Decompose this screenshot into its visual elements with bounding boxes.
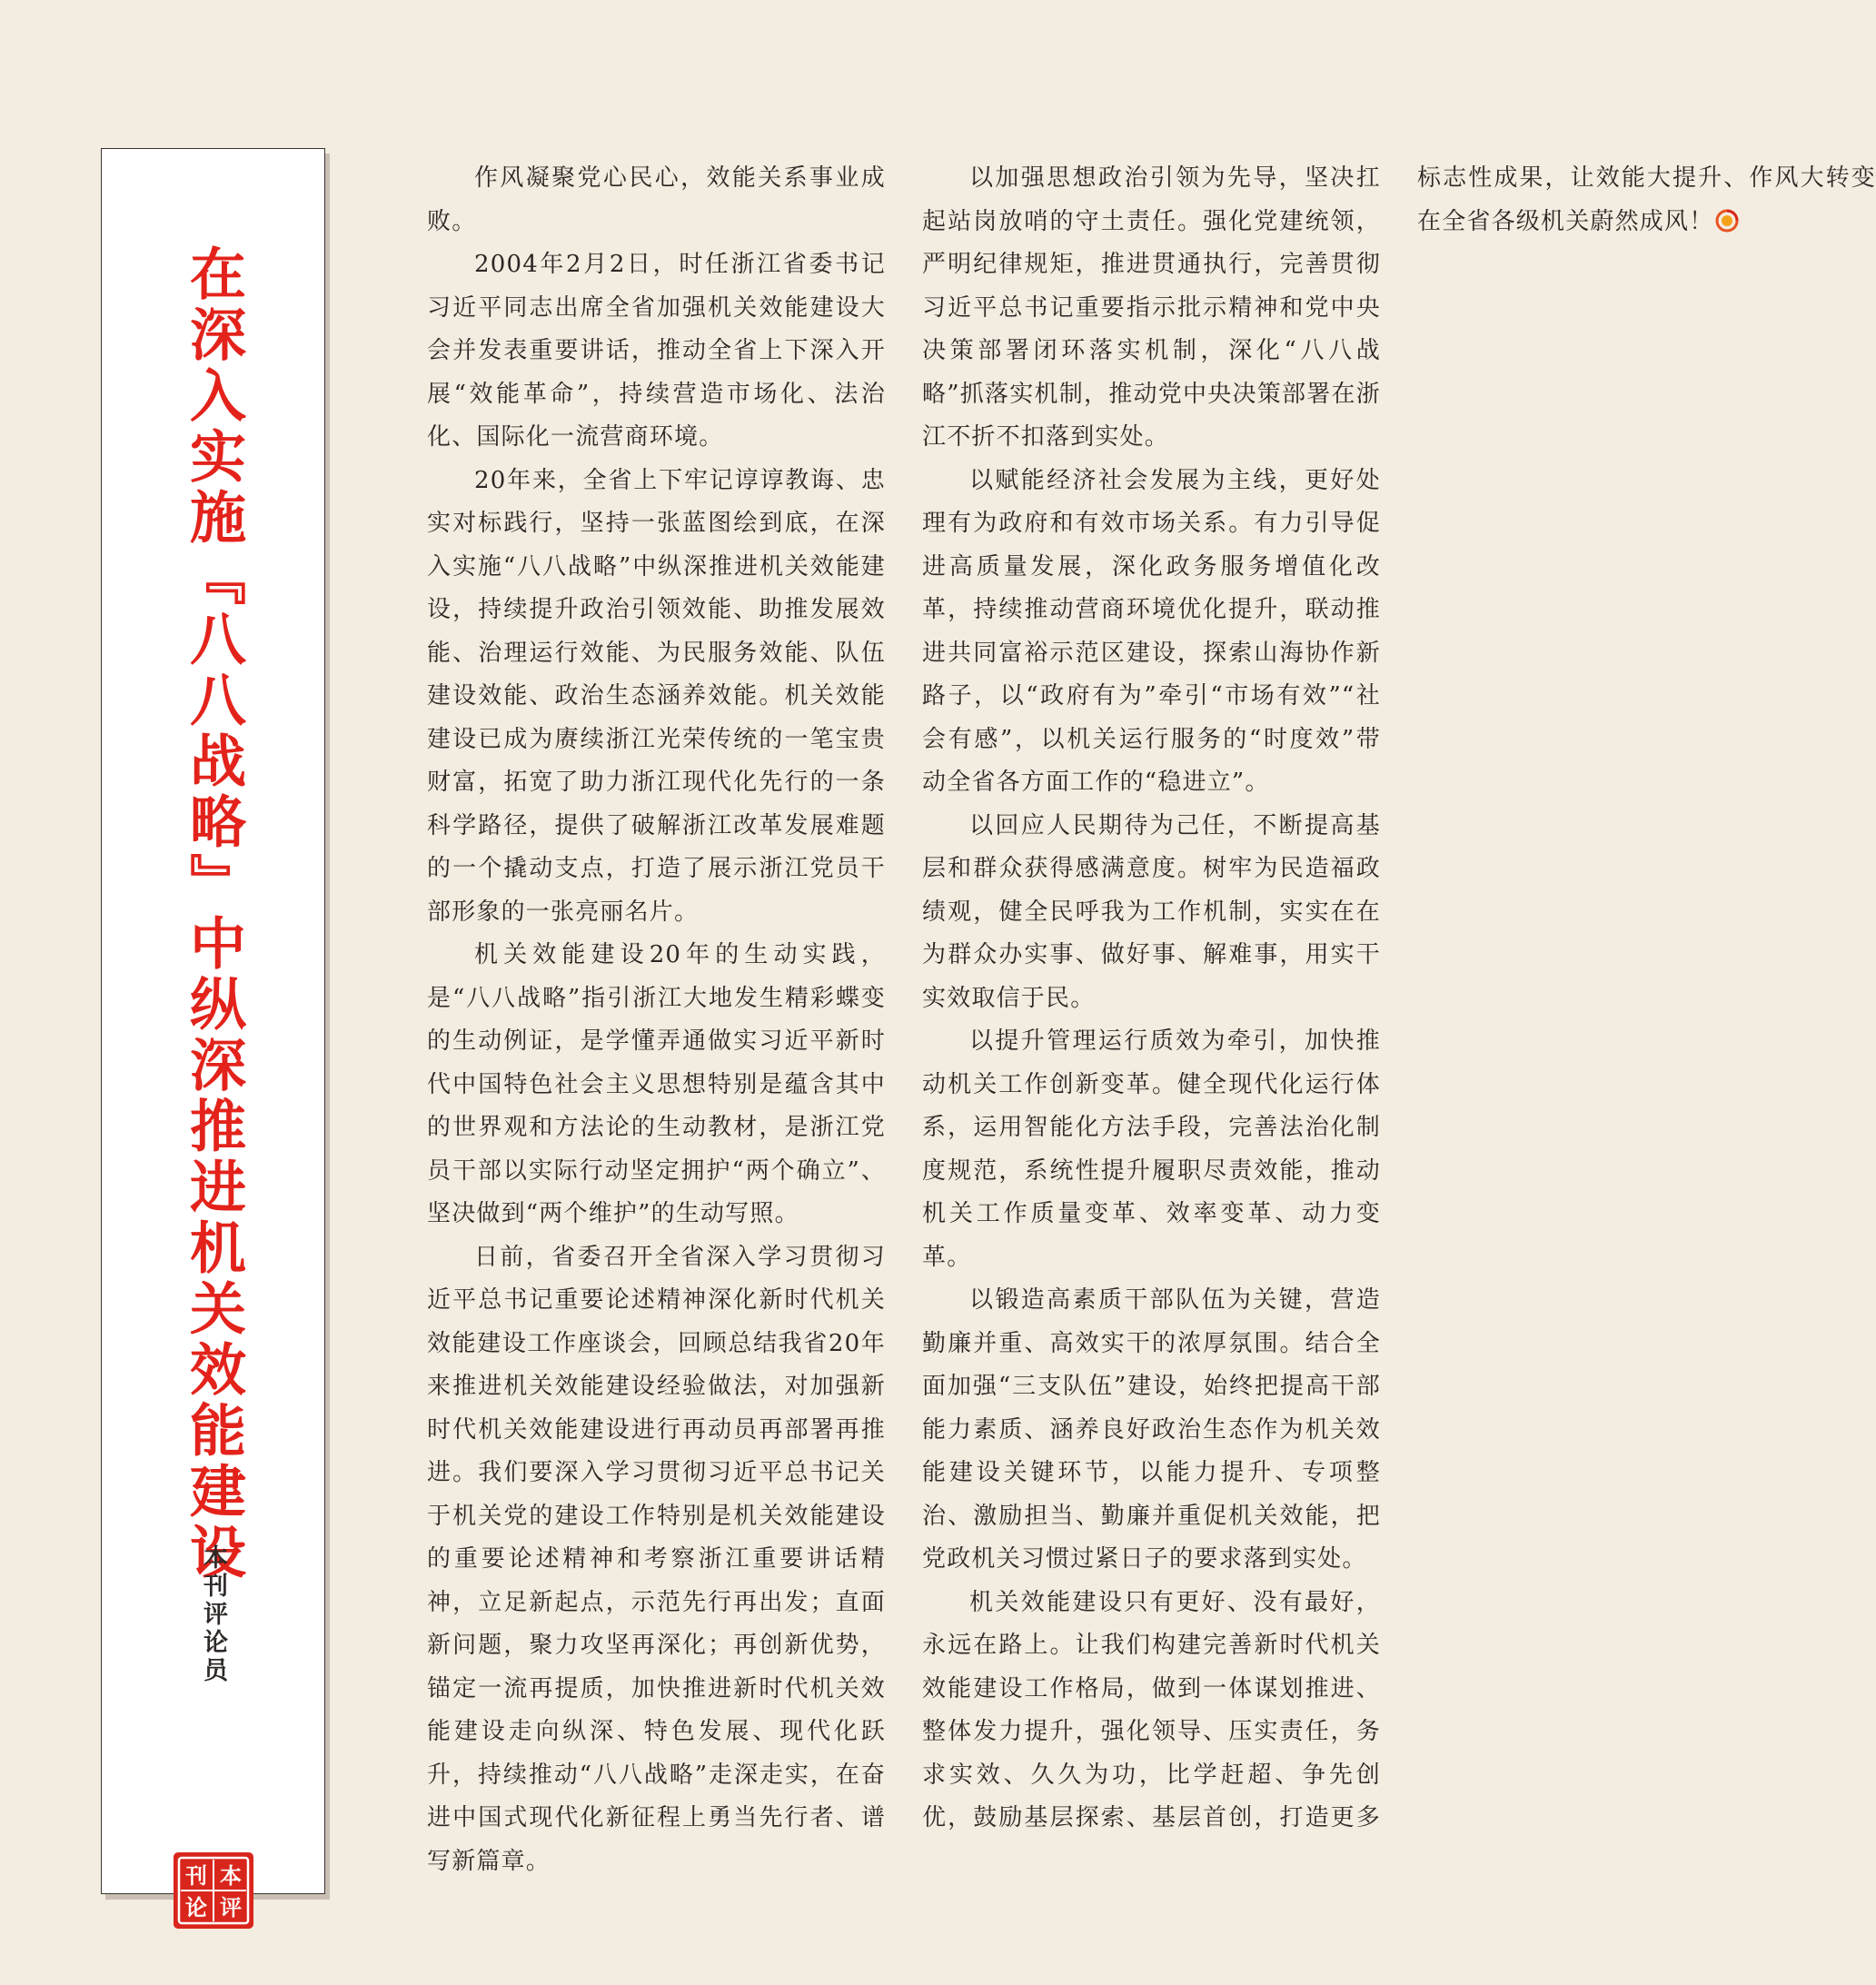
article-body [427, 157, 1876, 1883]
article-title: 在深入实施『八八战略』中纵深推进机关效能建设 [180, 244, 247, 1583]
paragraph: 以锻造高素质干部队伍为关键，营造勤廉并重、高效实干的浓厚氛围。结合全面加强“三支队伍”建设，始终把提高干部能力素质、涵养良好政治生态作为机关效能建设关键环节，以能力提升、专项整治、激励担当、勤廉并重促机关效能，把党政机关习惯过紧日子的要求落到实处。 [922, 1286, 1381, 1573]
paragraph: 2004年2月2日，时任浙江省委书记习近平同志出席全省加强机关效能建设大会并发表重要讲话，推动全省上下深入开展“效能革命”，持续营造市场化、法治化、国际化一流营商环境。 [427, 251, 886, 451]
paragraph: 以加强思想政治引领为先导，坚决扛起站岗放哨的守土责任。强化党建统领，严明纪律规矩，推进贯通执行，完善贯彻习近平总书记重要指示批示精神和党中央决策部署闭环落实机制，深化“八八战略”抓落实机制，推动党中央决策部署在浙江不折不扣落到实处。 [922, 164, 1381, 451]
byline: 本刊评论员 [199, 1544, 227, 1685]
paragraph: 以赋能经济社会发展为主线，更好处理有为政府和有效市场关系。有力引导促进高质量发展，深化政务服务增值化改革，持续推动营商环境优化提升，联动推进共同富裕示范区建设，探索山海协作新路子，以“政府有为”牵引“市场有效”“社会有感”，以机关运行服务的“时度效”带动全省各方面工作的“稳进立”。 [922, 466, 1381, 796]
svg-text:论: 论 [184, 1895, 207, 1920]
paragraph: 日前，省委召开全省深入学习贯彻习近平总书记重要论述精神深化新时代机关效能建设工作座谈会，回顾总结我省20年来推进机关效能建设经验做法，对加强新时代机关效能建设进行再动员再部署再推进。我们要深入学习贯彻习近平总书记关于机关党的建设工作特别是机关效能建设的重要论述精神和考察浙江重要讲话精神，立足新起点，示范先行再出发；直面新问题，聚力攻坚再深化；再创新优势，锚定一流再提质，加快推进新时代机关效能建设走向纵深、特色发展、现代化跃升，持续推动“八八战略”走深走实，在奋进中国式现代化新征程上勇当先行者、谱写新篇章。 [427, 1243, 886, 1875]
svg-text:刊: 刊 [184, 1863, 207, 1889]
paragraph-last-text: 机关效能建设只有更好、没有最好，永远在路上。让我们构建完善新时代机关效能建设工作格局，做到一体谋划推进、整体发力提升，强化领导、压实责任，务求实效、久久为功，比学赶超、争先创优，鼓励基层探索、基层首创，打造更多标志性成果，让效能大提升、作风大转变在全省各级机关蔚然成风！ [922, 164, 1876, 1831]
paragraph: 以回应人民期待为己任，不断提高基层和群众获得感满意度。树牢为民造福政绩观，健全民呼我为工作机制，实实在在为群众办实事、做好事、解难事，用实干实效取信于民。 [922, 811, 1381, 1012]
paragraph: 机关效能建设20年的生动实践，是“八八战略”指引浙江大地发生精彩蝶变的生动例证，是学懂弄通做实习近平新时代中国特色社会主义思想特别是蕴含其中的世界观和方法论的生动教材，是浙江党员干部以实际行动坚定拥护“两个确立”、坚决做到“两个维护”的生动写照。 [427, 941, 886, 1227]
title-card [101, 148, 325, 1920]
end-mark-icon [1715, 209, 1739, 233]
seal-stamp-icon [172, 1851, 255, 1930]
paragraph: 作风凝聚党心民心，效能关系事业成败。 [427, 164, 886, 235]
paragraph: 以提升管理运行质效为牵引，加快推动机关工作创新变革。健全现代化运行体系，运用智能化方法手段，完善法治化制度规范，系统性提升履职尽责效能，推动机关工作质量变革、效率变革、动力变革。 [922, 1027, 1381, 1271]
paragraph: 20年来，全省上下牢记谆谆教诲、忠实对标践行，坚持一张蓝图绘到底，在深入实施“八八战略”中纵深推进机关效能建设，持续提升政治引领效能、助推发展效能、治理运行效能、为民服务效能、队伍建设效能、政治生态涵养效能。机关效能建设已成为赓续浙江光荣传统的一笔宝贵财富，拓宽了助力浙江现代化先行的一条科学路径，提供了破解浙江改革发展难题的一个撬动支点，打造了展示浙江党员干部形象的一张亮丽名片。 [427, 466, 886, 926]
svg-text:评: 评 [219, 1895, 242, 1920]
svg-text:本: 本 [219, 1863, 242, 1889]
